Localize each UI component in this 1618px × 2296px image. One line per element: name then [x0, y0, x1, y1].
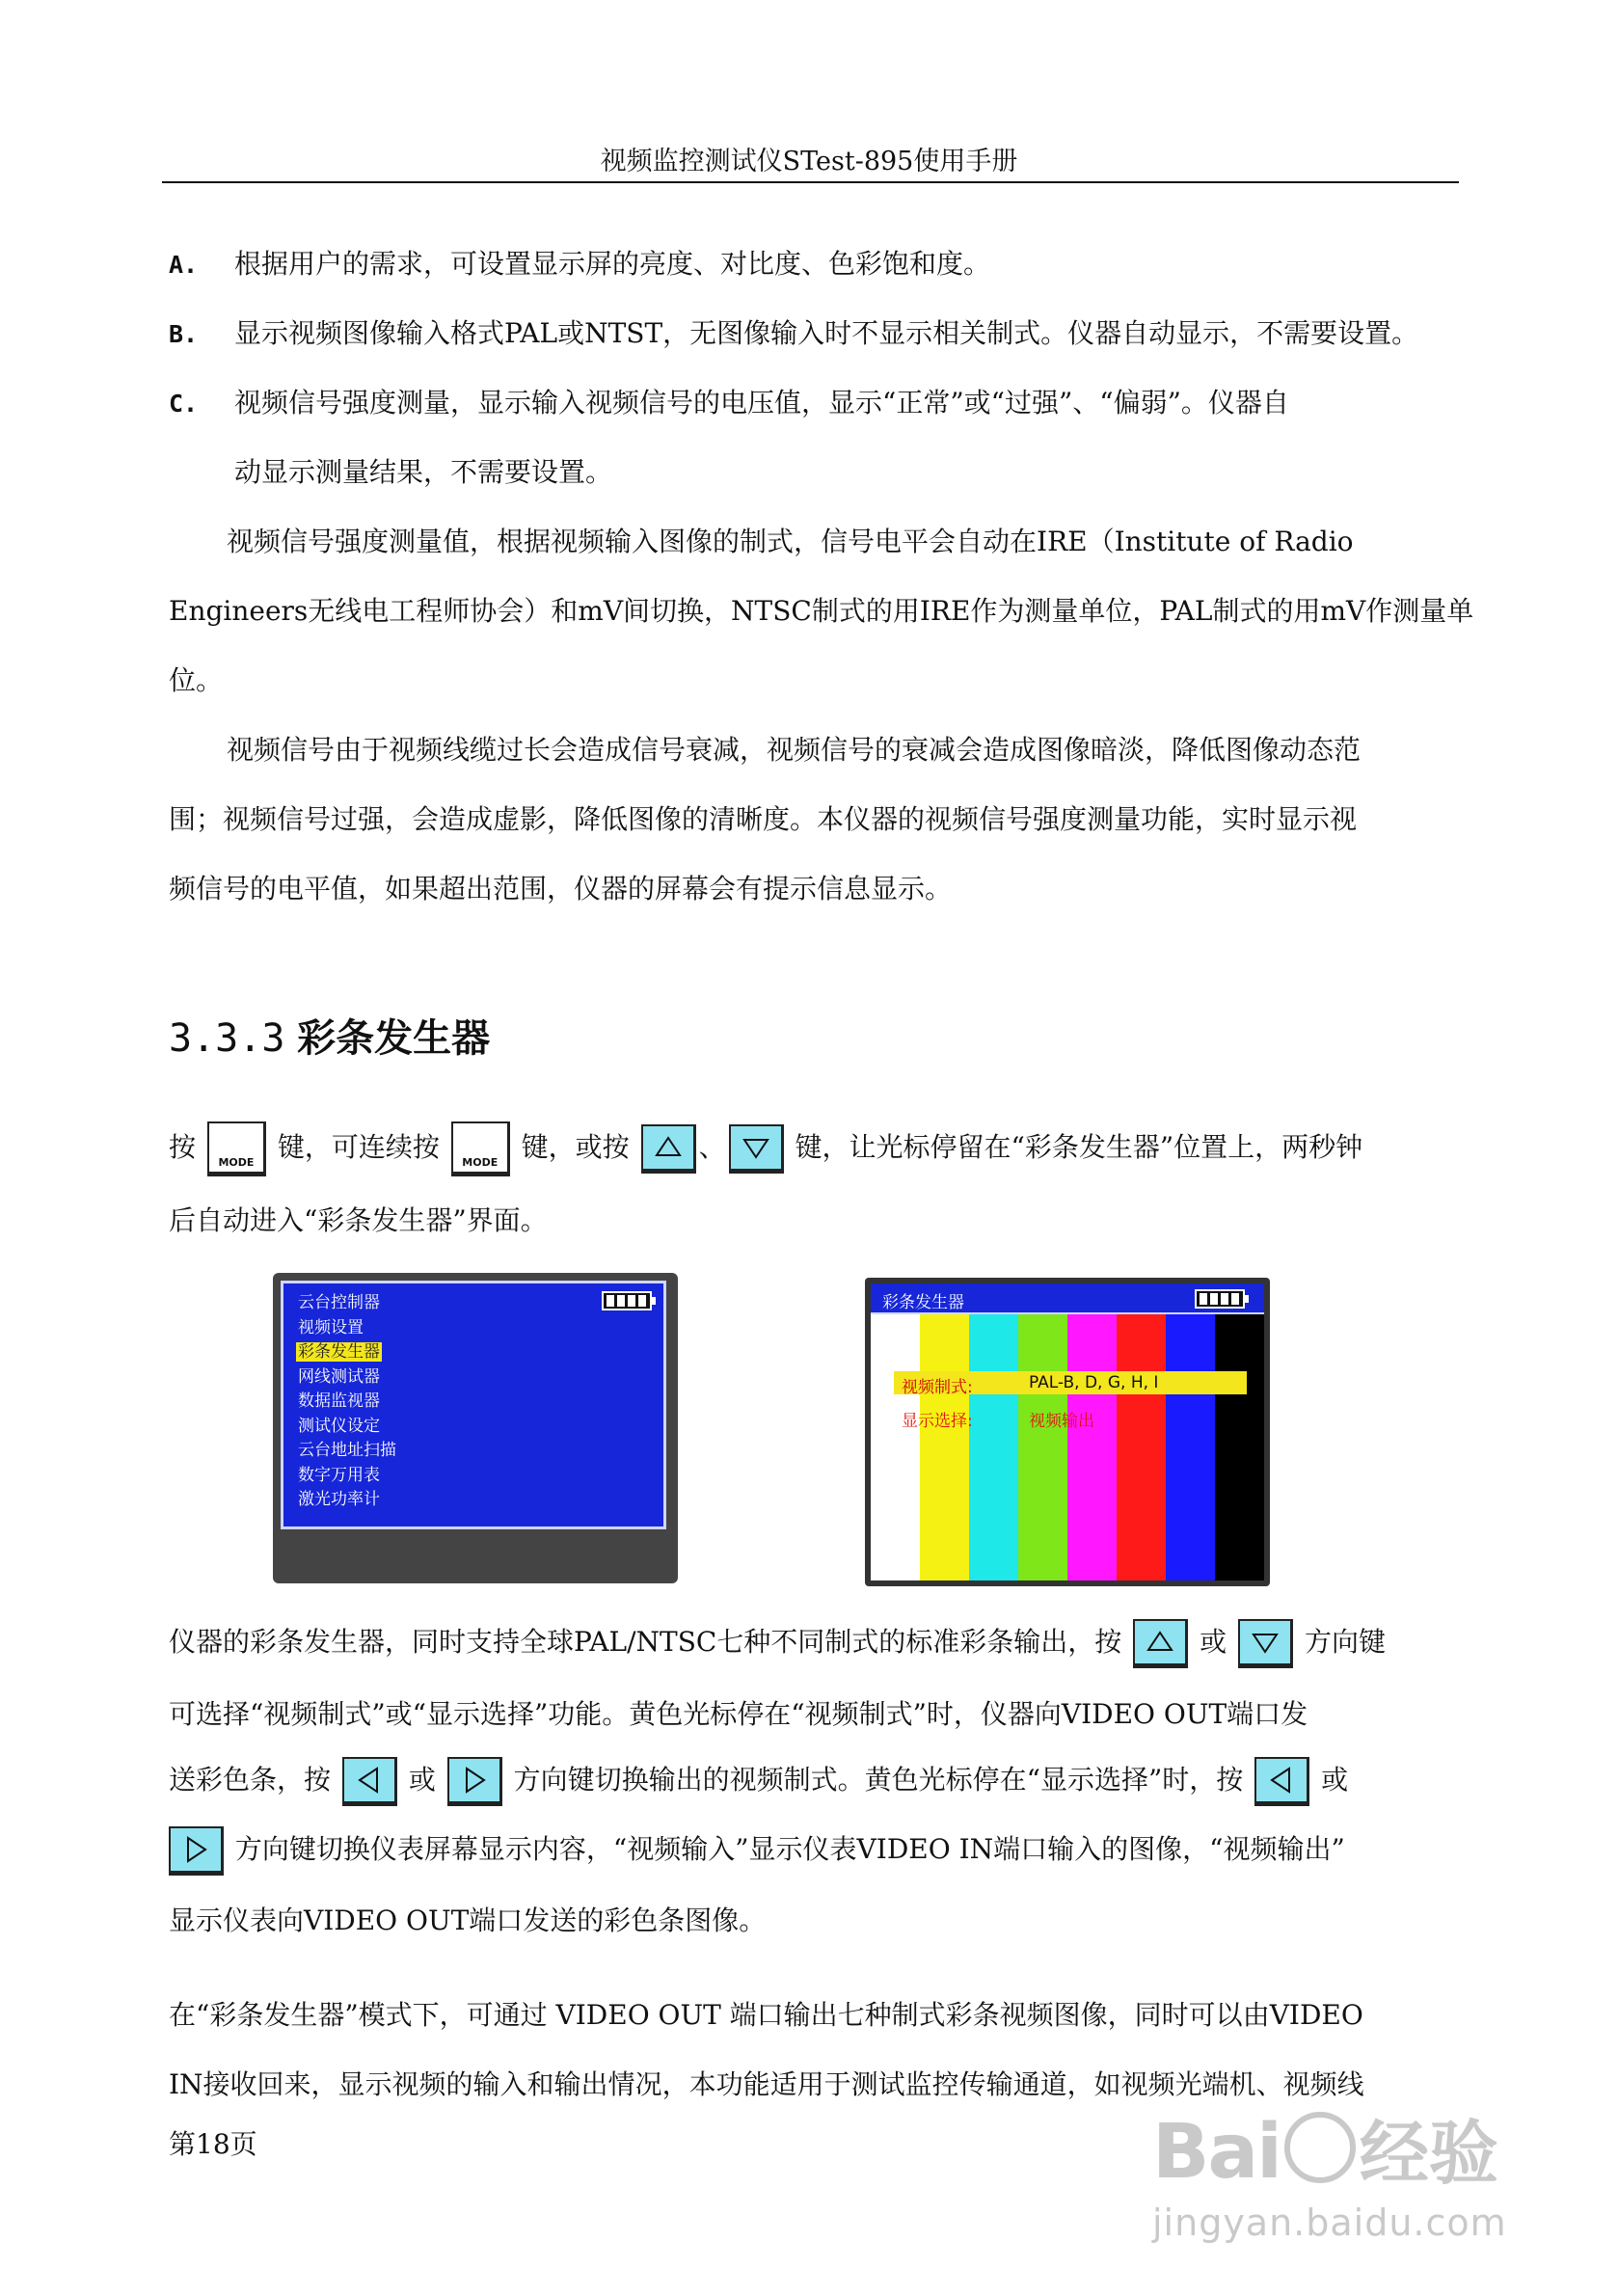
instruction-line2: 后自动进入“彩条发生器”界面。	[169, 1204, 548, 1236]
para3-line5: 显示仪表向VIDEO OUT端口发送的彩色条图像。	[169, 1904, 767, 1936]
section-title: 彩条发生器	[297, 1016, 491, 1061]
para1-line1: 视频信号强度测量值，根据视频输入图像的制式，信号电平会自动在IRE（Institute of Radio	[227, 526, 1354, 557]
screen-titlebar	[871, 1283, 1264, 1314]
display-label: 显示选择:	[902, 1412, 973, 1431]
section-heading	[169, 1008, 490, 1063]
menu-item[interactable]: 云台地址扫描	[298, 1441, 396, 1460]
para2-line1: 视频信号由于视频线缆过长会造成信号衰减，视频信号的衰减会造成图像暗淡，降低图像动态范	[227, 734, 1362, 766]
menu-item[interactable]: 彩条发生器	[298, 1342, 380, 1362]
battery-icon	[1195, 1289, 1245, 1309]
color-bar	[1166, 1314, 1216, 1580]
para2-line2: 围；视频信号过强，会造成虚影，降低图像的清晰度。本仪器的视频信号强度测量功能，实时显示视	[169, 803, 1358, 835]
item-label: A.	[169, 251, 199, 279]
mode-key-icon	[451, 1121, 510, 1176]
item-c-continued: 动显示测量结果，不需要设置。	[234, 456, 613, 488]
screen-title: 彩条发生器	[882, 1293, 964, 1312]
para3-text: 或	[408, 1764, 436, 1796]
para3-line3	[169, 1753, 1348, 1807]
menu-item[interactable]: 数字万用表	[298, 1465, 380, 1485]
para3-text: 送彩色条，按	[169, 1764, 332, 1796]
item-b	[169, 317, 1419, 350]
left-arrow-key-icon	[1254, 1757, 1309, 1806]
para3-line2: 可选择“视频制式”或“显示选择”功能。黄色光标停在“视频制式”时，仪器向VIDEO OUT端口发	[169, 1698, 1308, 1730]
mode-key-label: MODE	[462, 1156, 499, 1169]
instr-text: 键，或按	[521, 1131, 630, 1163]
item-label: C.	[169, 390, 199, 418]
menu-item[interactable]: 测试仪设定	[298, 1416, 380, 1436]
item-a	[169, 248, 991, 281]
page-header: 视频监控测试仪STest-895使用手册	[600, 147, 1018, 176]
baidu-watermark	[1152, 2097, 1507, 2244]
para3-line4	[169, 1823, 1345, 1877]
para4-line2: IN接收回来，显示视频的输入和输出情况，本功能适用于测试监控传输通道，如视频光端机、视频线	[169, 2068, 1364, 2100]
color-bar-display	[871, 1283, 1264, 1580]
instr-separator: 、	[698, 1131, 726, 1163]
para1-line2: Engineers无线电工程师协会）和mV间切换，NTSC制式的用IRE作为测量单位，PAL制式的用mV作测量单	[169, 595, 1474, 627]
header-rule	[162, 181, 1459, 183]
page-number: 第18页	[169, 2128, 257, 2160]
color-bar	[969, 1314, 1019, 1580]
instruction-line	[169, 1119, 1362, 1176]
para3-text: 方向键切换输出的视频制式。黄色光标停在“显示选择”时，按	[513, 1764, 1244, 1796]
display-value: 视频输出	[1029, 1412, 1094, 1431]
para3-text: 方向键切换仪表屏幕显示内容，“视频输入”显示仪表VIDEO IN端口输入的图像，“视频输出”	[234, 1833, 1345, 1865]
para3-text: 仪器的彩条发生器，同时支持全球PAL/NTSC七种不同制式的标准彩条输出，按	[169, 1626, 1122, 1658]
left-arrow-key-icon	[342, 1757, 397, 1806]
item-text: 根据用户的需求，可设置显示屏的亮度、对比度、色彩饱和度。	[234, 248, 991, 280]
instr-press: 按	[169, 1131, 197, 1163]
watermark-url: jingyan.baidu.com	[1152, 2201, 1507, 2244]
menu-item[interactable]: 视频设置	[298, 1317, 364, 1337]
format-label: 视频制式:	[902, 1378, 973, 1397]
color-bar	[871, 1314, 921, 1580]
color-bar	[1215, 1314, 1264, 1580]
down-arrow-key-icon	[729, 1124, 784, 1174]
color-bar	[920, 1314, 970, 1580]
mode-key-label: MODE	[218, 1156, 255, 1169]
mode-key-icon	[207, 1121, 266, 1176]
menu-item[interactable]: 数据监视器	[298, 1391, 380, 1411]
up-arrow-key-icon	[641, 1124, 696, 1174]
menu-item[interactable]: 云台控制器	[298, 1293, 380, 1312]
para2-line3: 频信号的电平值，如果超出范围，仪器的屏幕会有提示信息显示。	[169, 873, 953, 905]
para3-text: 或	[1200, 1626, 1227, 1658]
para4-line1: 在“彩条发生器”模式下，可通过 VIDEO OUT 端口输出七种制式彩条视频图像，同时可以由VIDEO	[169, 1999, 1363, 2031]
para1-line3: 位。	[169, 664, 224, 696]
down-arrow-key-icon	[1238, 1619, 1293, 1668]
color-bar	[1018, 1314, 1068, 1580]
item-text: 显示视频图像输入格式PAL或NTST，无图像输入时不显示相关制式。仪器自动显示，不需要设置。	[234, 317, 1419, 349]
format-value: PAL-B, D, G, H, I	[1029, 1373, 1159, 1392]
para3-text: 或	[1321, 1764, 1349, 1796]
up-arrow-key-icon	[1133, 1619, 1188, 1668]
item-text: 视频信号强度测量，显示输入视频信号的电压值，显示“正常”或“过强”、“偏弱”。仪器自	[234, 387, 1289, 419]
color-bar	[1067, 1314, 1118, 1580]
color-bar	[1117, 1314, 1167, 1580]
item-label: B.	[169, 320, 199, 348]
section-number: 3.3.3	[169, 1016, 285, 1061]
watermark-brand: Bai	[1152, 2109, 1281, 2196]
para3-text: 方向键	[1304, 1626, 1386, 1658]
battery-icon	[602, 1291, 652, 1310]
paw-icon	[1284, 2112, 1356, 2183]
right-arrow-key-icon	[447, 1757, 502, 1806]
para3-line1	[169, 1615, 1386, 1669]
watermark-brand-cn: 经验	[1359, 2113, 1498, 2194]
menu-item[interactable]: 网线测试器	[298, 1366, 380, 1387]
instr-text: 键，让光标停留在“彩条发生器”位置上，两秒钟	[795, 1131, 1363, 1163]
item-c	[169, 387, 1289, 419]
right-arrow-key-icon	[169, 1826, 224, 1876]
menu-panel	[281, 1281, 666, 1529]
menu-item[interactable]: 激光功率计	[298, 1490, 380, 1509]
instr-text: 键，可连续按	[277, 1131, 440, 1163]
menu-screen	[273, 1273, 678, 1583]
color-bar-screen	[865, 1278, 1270, 1586]
